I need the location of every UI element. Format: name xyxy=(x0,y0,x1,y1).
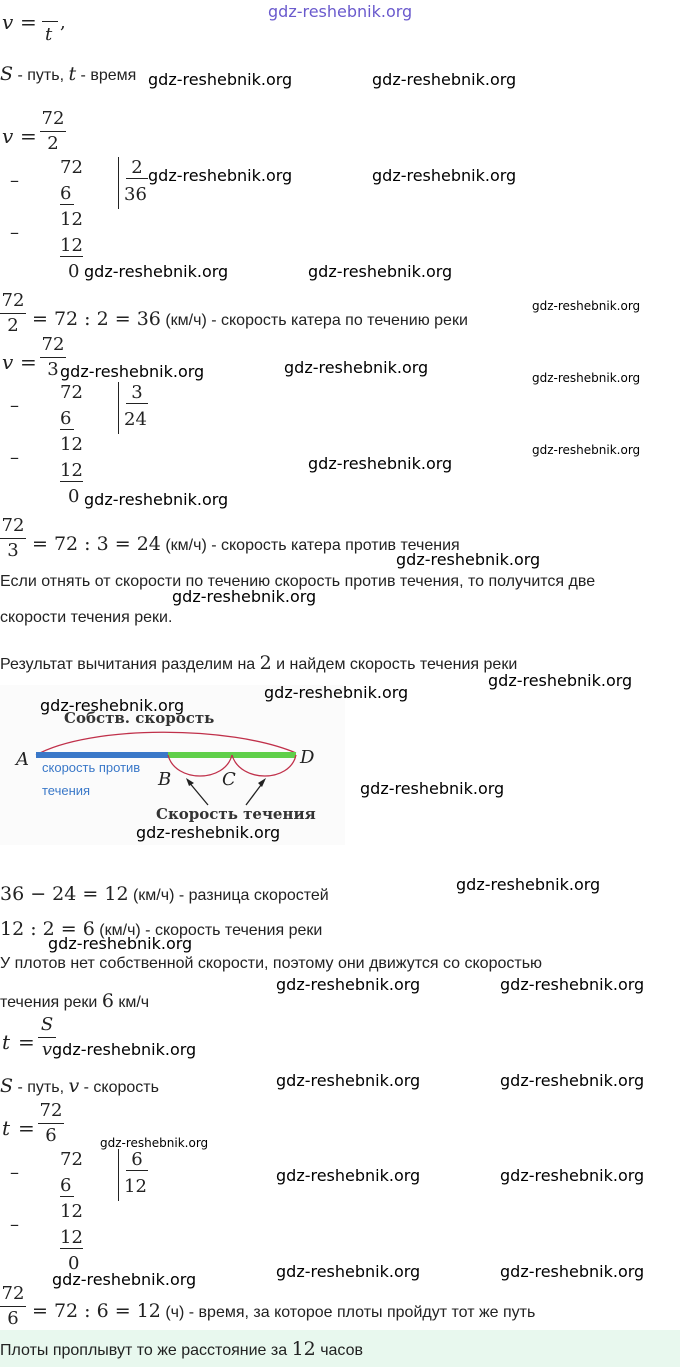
against-label-1: скорость против xyxy=(42,760,141,775)
answer-text: Плоты проплывут то же расстояние за 12 часов xyxy=(0,1338,364,1360)
watermark: gdz-reshebnik.org xyxy=(396,550,541,569)
watermark: gdz-reshebnik.org xyxy=(308,454,453,473)
watermark: gdz-reshebnik.org xyxy=(360,779,505,798)
watermark: gdz-reshebnik.org xyxy=(532,371,641,385)
paragraph-rafts-line2: течения реки 6 км/ч xyxy=(0,990,150,1012)
paragraph-difference: Если отнять от скорости по течению скорость против течения, то получится две скорости течения реки. xyxy=(0,573,596,626)
watermark: gdz-reshebnik.org xyxy=(500,1166,645,1185)
point-b: B xyxy=(158,769,172,790)
watermark: gdz-reshebnik.org xyxy=(532,299,641,313)
watermark: gdz-reshebnik.org xyxy=(84,490,229,509)
watermark-top: gdz-reshebnik.org xyxy=(268,2,413,21)
line-speed-difference: 36 − 24 = 12 (км/ч) - разница скоростей xyxy=(0,883,329,905)
paragraph-divide: Результат вычитания разделим на 2 и найдем скорость течения реки xyxy=(0,652,518,674)
watermark: gdz-reshebnik.org xyxy=(48,934,193,953)
watermark: gdz-reshebnik.org xyxy=(276,1166,421,1185)
flow-arc-cd xyxy=(232,755,296,776)
own-speed-arc xyxy=(36,732,296,755)
watermark: gdz-reshebnik.org xyxy=(60,362,205,381)
own-speed-label: Собств. скорость xyxy=(64,709,215,727)
watermark: gdz-reshebnik.org xyxy=(172,587,317,606)
watermark: gdz-reshebnik.org xyxy=(136,823,281,842)
arrow-left-head xyxy=(186,778,194,786)
watermark: gdz-reshebnik.org xyxy=(372,70,517,89)
watermark: gdz-reshebnik.org xyxy=(284,358,429,377)
answer-box xyxy=(0,1330,680,1367)
watermark: gdz-reshebnik.org xyxy=(276,975,421,994)
line-river-speed: 12 : 2 = 6 (км/ч) - скорость течения реки xyxy=(0,918,323,940)
flow-speed-label: Скорость течения xyxy=(156,805,316,823)
against-label-2: течения xyxy=(42,783,91,798)
legend-path-speed: S - путь, v - скорость xyxy=(0,1075,159,1097)
watermark: gdz-reshebnik.org xyxy=(148,70,293,89)
watermark: gdz-reshebnik.org xyxy=(500,1262,645,1281)
watermark: gdz-reshebnik.org xyxy=(148,166,293,185)
watermark: gdz-reshebnik.org xyxy=(100,1136,209,1150)
watermark: gdz-reshebnik.org xyxy=(276,1262,421,1281)
watermark: gdz-reshebnik.org xyxy=(500,975,645,994)
watermark: gdz-reshebnik.org xyxy=(84,262,229,281)
watermark: gdz-reshebnik.org xyxy=(264,683,409,702)
watermark: gdz-reshebnik.org xyxy=(372,166,517,185)
arrow-right-head xyxy=(258,778,266,787)
watermark: gdz-reshebnik.org xyxy=(500,1071,645,1090)
watermark: gdz-reshebnik.org xyxy=(276,1071,421,1090)
watermark: gdz-reshebnik.org xyxy=(456,875,601,894)
watermark: gdz-reshebnik.org xyxy=(52,1040,197,1059)
paragraph-rafts-line1: У плотов нет собственной скорости, поэтому они движутся со скоростью xyxy=(0,955,543,972)
point-c: C xyxy=(222,769,236,790)
point-d: D xyxy=(300,747,315,768)
watermark: gdz-reshebnik.org xyxy=(308,262,453,281)
watermark: gdz-reshebnik.org xyxy=(488,671,633,690)
point-a: A xyxy=(16,749,29,770)
legend-path-time: S - путь, t - время xyxy=(0,63,137,85)
watermark: gdz-reshebnik.org xyxy=(52,1270,197,1289)
watermark: gdz-reshebnik.org xyxy=(40,696,185,715)
watermark: gdz-reshebnik.org xyxy=(532,443,641,457)
